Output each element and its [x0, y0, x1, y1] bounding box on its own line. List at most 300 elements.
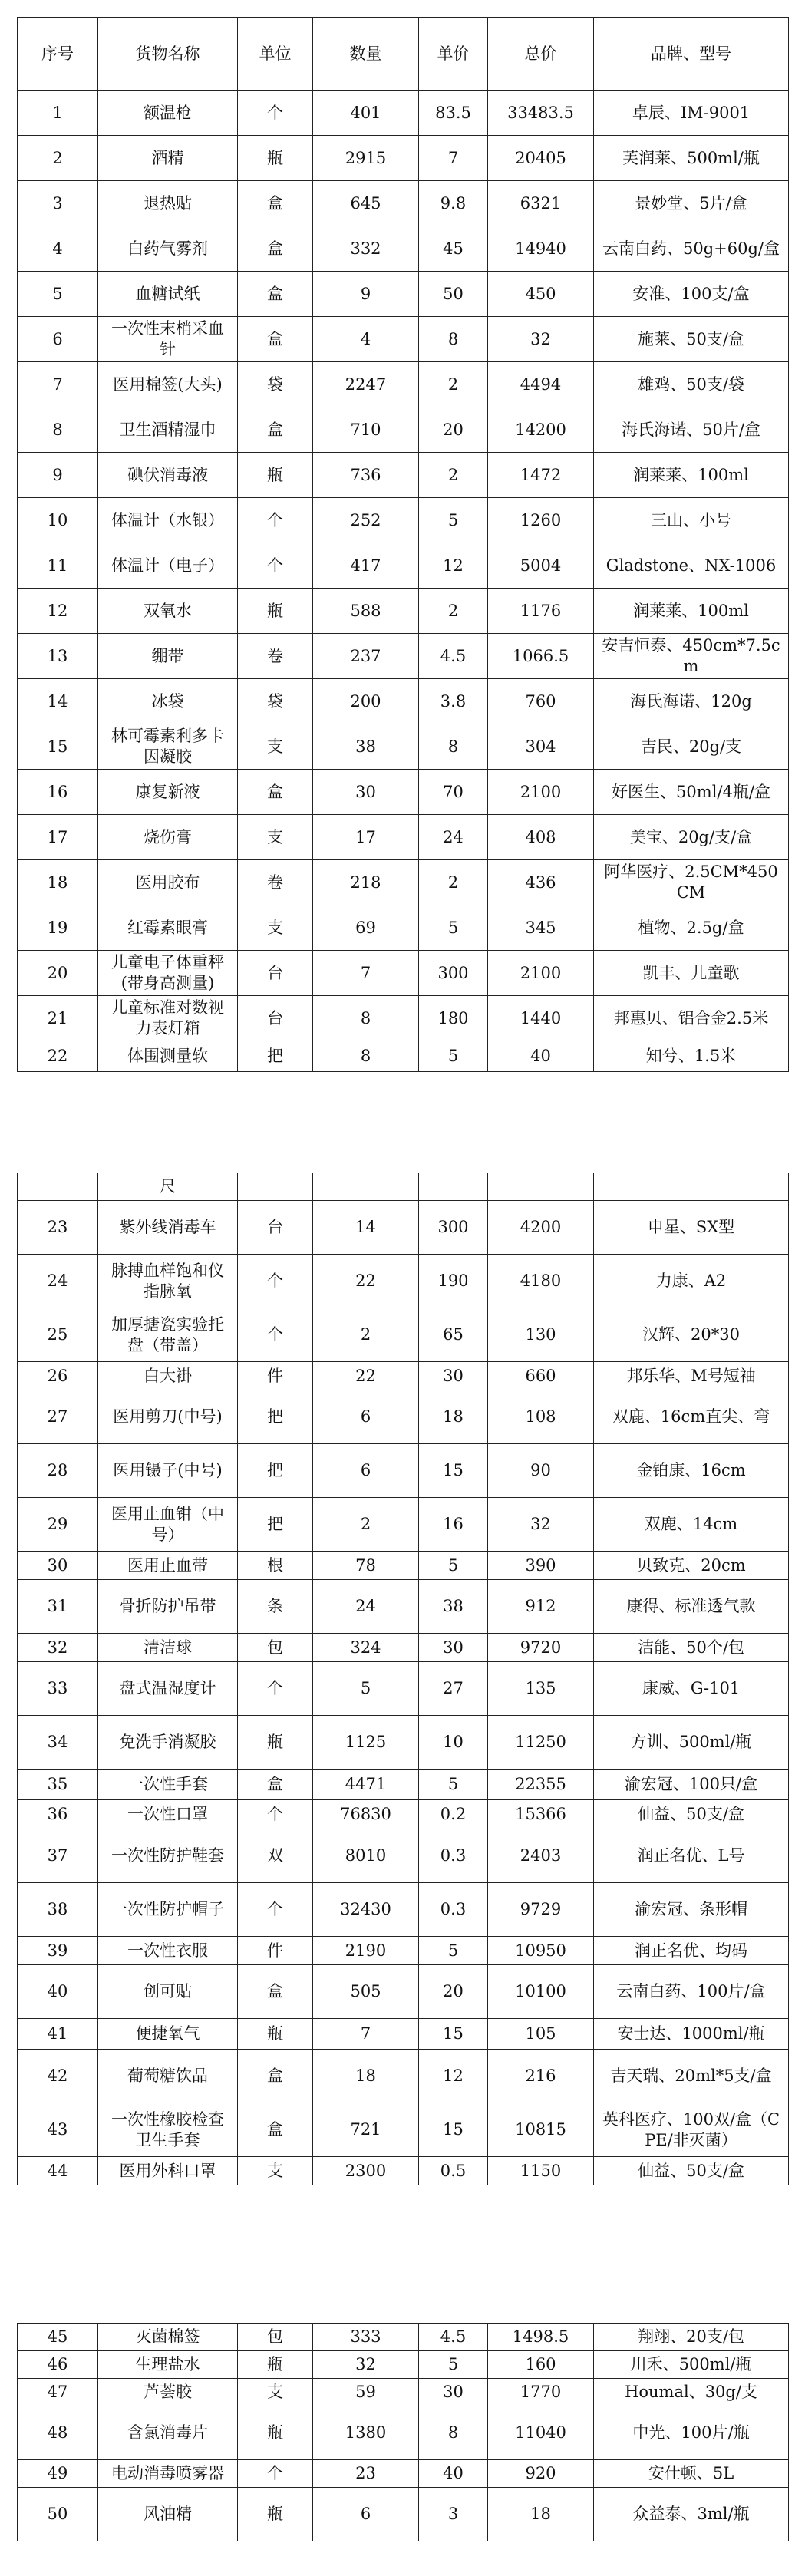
cell-quantity: 2 [313, 1308, 419, 1362]
cell-unit: 盒 [238, 1770, 313, 1800]
cell-name: 加厚搪瓷实验托盘（带盖） [98, 1308, 238, 1362]
cell-name: 一次性手套 [98, 1770, 238, 1800]
table-row [18, 2157, 789, 2185]
cell-index: 15 [18, 724, 98, 770]
table-row [18, 91, 789, 136]
cell-name: 一次性衣服 [98, 1937, 238, 1965]
cell-brand-model: 芙润莱、500ml/瓶 [594, 136, 789, 181]
cell-quantity: 9 [313, 272, 419, 317]
cell-unit-price: 20 [419, 1965, 488, 2019]
cell-total: 1440 [488, 996, 594, 1041]
cell-name: 电动消毒喷雾器 [98, 2460, 238, 2488]
cell-unit-price: 30 [419, 1634, 488, 1662]
cell-index: 16 [18, 770, 98, 815]
cell-unit-price: 0.5 [419, 2157, 488, 2185]
cell-index: 39 [18, 1937, 98, 1965]
cell-brand-model: 润正名优、均码 [594, 1937, 789, 1965]
cell-unit-price: 20 [419, 407, 488, 453]
cell-unit-price: 30 [419, 2379, 488, 2406]
cell-index: 21 [18, 996, 98, 1041]
cell-name: 一次性末梢采血针 [98, 317, 238, 362]
cell-total: 304 [488, 724, 594, 770]
cell-brand-model: 金铂康、16cm [594, 1444, 789, 1498]
table-row [18, 724, 789, 770]
table-row [18, 2324, 789, 2351]
cell-quantity: 30 [313, 770, 419, 815]
cell-name: 尺 [98, 1173, 238, 1201]
cell-total: 660 [488, 1362, 594, 1390]
cell-index: 46 [18, 2351, 98, 2379]
cell-quantity: 505 [313, 1965, 419, 2019]
cell-brand-model: 康得、标准透气款 [594, 1580, 789, 1634]
cell-quantity: 401 [313, 91, 419, 136]
cell-quantity: 2915 [313, 136, 419, 181]
cell-total: 40 [488, 1041, 594, 1072]
cell-quantity: 38 [313, 724, 419, 770]
cell-unit: 支 [238, 815, 313, 860]
cell-name: 一次性口罩 [98, 1800, 238, 1829]
cell-brand-model: 海氏海诺、50片/盒 [594, 407, 789, 453]
cell-index: 1 [18, 91, 98, 136]
cell-name: 创可贴 [98, 1965, 238, 2019]
cell-quantity: 332 [313, 226, 419, 272]
cell-name: 酒精 [98, 136, 238, 181]
cell-unit: 包 [238, 1634, 313, 1662]
cell-unit-price: 2 [419, 589, 488, 634]
cell-brand-model: 施莱、50支/盒 [594, 317, 789, 362]
cell-unit: 包 [238, 2324, 313, 2351]
cell-name: 芦荟胶 [98, 2379, 238, 2406]
cell-unit: 件 [238, 1937, 313, 1965]
cell-name: 白大褂 [98, 1362, 238, 1390]
header-name: 货物名称 [98, 18, 238, 91]
cell-unit: 瓶 [238, 1716, 313, 1770]
cell-unit: 个 [238, 91, 313, 136]
cell-total: 130 [488, 1308, 594, 1362]
cell-name: 一次性防护鞋套 [98, 1829, 238, 1883]
cell-quantity: 417 [313, 543, 419, 589]
cell-total: 22355 [488, 1770, 594, 1800]
cell-unit: 个 [238, 1800, 313, 1829]
cell-unit-price: 5 [419, 498, 488, 543]
cell-brand-model: 吉天瑞、20ml*5支/盒 [594, 2050, 789, 2103]
cell-unit: 条 [238, 1580, 313, 1634]
cell-unit-price: 24 [419, 815, 488, 860]
cell-brand-model: 中光、100片/瓶 [594, 2406, 789, 2460]
cell-unit: 瓶 [238, 136, 313, 181]
cell-quantity: 18 [313, 2050, 419, 2103]
table-row [18, 136, 789, 181]
table-row [18, 1829, 789, 1883]
cell-quantity: 8 [313, 1041, 419, 1072]
cell-unit: 个 [238, 2460, 313, 2488]
table-row [18, 634, 789, 679]
cell-index: 22 [18, 1041, 98, 1072]
cell-total: 436 [488, 860, 594, 905]
cell-name: 体温计（电子） [98, 543, 238, 589]
cell-name: 儿童标准对数视力表灯箱 [98, 996, 238, 1041]
cell-name: 医用剪刀(中号) [98, 1390, 238, 1444]
cell-name: 免洗手消凝胶 [98, 1716, 238, 1770]
cell-index: 5 [18, 272, 98, 317]
cell-brand-model: 海氏海诺、120g [594, 679, 789, 724]
cell-quantity: 24 [313, 1580, 419, 1634]
table-row [18, 679, 789, 724]
goods-table-part-2 [17, 1173, 789, 2185]
cell-quantity: 6 [313, 2488, 419, 2541]
goods-table-part-3 [17, 2323, 789, 2541]
goods-table-part-1 [17, 17, 789, 1072]
table-row [18, 1362, 789, 1390]
cell-index: 13 [18, 634, 98, 679]
cell-name: 林可霉素利多卡因凝胶 [98, 724, 238, 770]
cell-name: 医用外科口罩 [98, 2157, 238, 2185]
cell-name: 额温枪 [98, 91, 238, 136]
table-row [18, 1965, 789, 2019]
table-row [18, 1390, 789, 1444]
table-row [18, 1308, 789, 1362]
cell-total: 33483.5 [488, 91, 594, 136]
cell-quantity: 23 [313, 2460, 419, 2488]
header-brand-model: 品牌、型号 [594, 18, 789, 91]
cell-quantity: 32430 [313, 1883, 419, 1937]
cell-unit: 把 [238, 1444, 313, 1498]
cell-quantity: 200 [313, 679, 419, 724]
cell-brand-model: 川禾、500ml/瓶 [594, 2351, 789, 2379]
cell-index: 44 [18, 2157, 98, 2185]
cell-unit-price: 3 [419, 2488, 488, 2541]
cell-name: 医用棉签(大头) [98, 362, 238, 407]
cell-brand-model: 汉辉、20*30 [594, 1308, 789, 1362]
table-row [18, 2351, 789, 2379]
cell-total: 1770 [488, 2379, 594, 2406]
cell-unit: 卷 [238, 860, 313, 905]
cell-index: 50 [18, 2488, 98, 2541]
table-row [18, 1444, 789, 1498]
cell-index: 3 [18, 181, 98, 226]
cell-quantity: 17 [313, 815, 419, 860]
cell-index: 41 [18, 2019, 98, 2050]
cell-quantity: 22 [313, 1362, 419, 1390]
table-row [18, 860, 789, 905]
table-row [18, 407, 789, 453]
cell-index: 48 [18, 2406, 98, 2460]
cell-total: 5004 [488, 543, 594, 589]
cell-index: 2 [18, 136, 98, 181]
cell-unit-price: 2 [419, 453, 488, 498]
cell-name: 康复新液 [98, 770, 238, 815]
cell-brand-model: 云南白药、100片/盒 [594, 1965, 789, 2019]
cell-brand-model: 润莱莱、100ml [594, 589, 789, 634]
cell-unit-price: 7 [419, 136, 488, 181]
cell-total: 216 [488, 2050, 594, 2103]
cell-total: 408 [488, 815, 594, 860]
cell-total: 15366 [488, 1800, 594, 1829]
cell-name: 血糖试纸 [98, 272, 238, 317]
table-row [18, 543, 789, 589]
cell-name: 盘式温湿度计 [98, 1662, 238, 1716]
cell-total: 345 [488, 905, 594, 951]
cell-brand-model: 贝致克、20cm [594, 1552, 789, 1580]
cell-brand-model: 三山、小号 [594, 498, 789, 543]
cell-total: 6321 [488, 181, 594, 226]
cell-name: 医用胶布 [98, 860, 238, 905]
cell-unit: 盒 [238, 317, 313, 362]
table-row [18, 815, 789, 860]
cell-total: 135 [488, 1662, 594, 1716]
cell-quantity: 6 [313, 1444, 419, 1498]
cell-index [18, 1173, 98, 1201]
cell-brand-model: Gladstone、NX-1006 [594, 543, 789, 589]
cell-brand-model: 雄鸡、50支/袋 [594, 362, 789, 407]
cell-index: 8 [18, 407, 98, 453]
cell-brand-model: 润正名优、L号 [594, 1829, 789, 1883]
cell-unit-price: 180 [419, 996, 488, 1041]
cell-unit: 支 [238, 905, 313, 951]
cell-unit: 瓶 [238, 2488, 313, 2541]
cell-unit-price: 18 [419, 1390, 488, 1444]
cell-unit: 盒 [238, 770, 313, 815]
cell-unit: 瓶 [238, 2351, 313, 2379]
table-row [18, 905, 789, 951]
cell-index: 45 [18, 2324, 98, 2351]
table-row [18, 1662, 789, 1716]
cell-unit: 个 [238, 498, 313, 543]
cell-total: 760 [488, 679, 594, 724]
cell-index: 26 [18, 1362, 98, 1390]
cell-unit-price: 83.5 [419, 91, 488, 136]
cell-unit: 瓶 [238, 2406, 313, 2460]
cell-total: 10815 [488, 2103, 594, 2157]
cell-unit-price: 40 [419, 2460, 488, 2488]
cell-index: 23 [18, 1201, 98, 1255]
cell-index: 38 [18, 1883, 98, 1937]
table-row [18, 2019, 789, 2050]
cell-brand-model: 仙益、50支/盒 [594, 2157, 789, 2185]
cell-index: 43 [18, 2103, 98, 2157]
cell-unit-price: 15 [419, 2103, 488, 2157]
cell-total: 2403 [488, 1829, 594, 1883]
table-row [18, 2406, 789, 2460]
cell-brand-model: 卓辰、IM-9001 [594, 91, 789, 136]
cell-brand-model: 力康、A2 [594, 1255, 789, 1308]
cell-unit-price: 5 [419, 1552, 488, 1580]
cell-unit-price: 4.5 [419, 2324, 488, 2351]
table-row [18, 498, 789, 543]
cell-unit: 支 [238, 2379, 313, 2406]
table-row [18, 1770, 789, 1800]
cell-unit: 瓶 [238, 2019, 313, 2050]
cell-brand-model: 众益泰、3ml/瓶 [594, 2488, 789, 2541]
cell-name: 紫外线消毒车 [98, 1201, 238, 1255]
cell-quantity: 78 [313, 1552, 419, 1580]
cell-unit: 瓶 [238, 453, 313, 498]
cell-total: 18 [488, 2488, 594, 2541]
cell-index: 47 [18, 2379, 98, 2406]
cell-index: 49 [18, 2460, 98, 2488]
cell-total: 4494 [488, 362, 594, 407]
cell-unit: 支 [238, 2157, 313, 2185]
cell-brand-model: 吉民、20g/支 [594, 724, 789, 770]
table-row [18, 1201, 789, 1255]
cell-quantity: 645 [313, 181, 419, 226]
cell-total: 14200 [488, 407, 594, 453]
cell-unit-price: 5 [419, 905, 488, 951]
cell-total: 4200 [488, 1201, 594, 1255]
cell-unit-price: 15 [419, 1444, 488, 1498]
table-row [18, 2050, 789, 2103]
cell-total: 9720 [488, 1634, 594, 1662]
cell-unit: 盒 [238, 1965, 313, 2019]
cell-total: 10950 [488, 1937, 594, 1965]
cell-brand-model: 云南白药、50g+60g/盒 [594, 226, 789, 272]
table-row [18, 362, 789, 407]
cell-unit-price: 65 [419, 1308, 488, 1362]
table-row [18, 1498, 789, 1552]
cell-unit-price: 16 [419, 1498, 488, 1552]
cell-total: 108 [488, 1390, 594, 1444]
table-row [18, 589, 789, 634]
cell-quantity: 2247 [313, 362, 419, 407]
cell-total [488, 1173, 594, 1201]
cell-index: 29 [18, 1498, 98, 1552]
cell-quantity: 32 [313, 2351, 419, 2379]
cell-index: 34 [18, 1716, 98, 1770]
cell-index: 33 [18, 1662, 98, 1716]
cell-brand-model: 阿华医疗、2.5CM*450CM [594, 860, 789, 905]
cell-brand-model: 好医生、50ml/4瓶/盒 [594, 770, 789, 815]
cell-total: 4180 [488, 1255, 594, 1308]
cell-name: 退热贴 [98, 181, 238, 226]
cell-unit-price: 8 [419, 724, 488, 770]
cell-unit: 盒 [238, 272, 313, 317]
cell-unit: 盒 [238, 2050, 313, 2103]
cell-unit-price: 300 [419, 951, 488, 996]
cell-brand-model: Houmal、30g/支 [594, 2379, 789, 2406]
cell-index: 4 [18, 226, 98, 272]
table-row [18, 770, 789, 815]
table-row [18, 996, 789, 1041]
cell-unit: 台 [238, 951, 313, 996]
cell-unit: 双 [238, 1829, 313, 1883]
cell-unit-price: 30 [419, 1362, 488, 1390]
cell-index: 19 [18, 905, 98, 951]
cell-unit-price: 8 [419, 2406, 488, 2460]
cell-unit: 卷 [238, 634, 313, 679]
cell-brand-model: 翔翊、20支/包 [594, 2324, 789, 2351]
cell-name: 医用镊子(中号) [98, 1444, 238, 1498]
table-row [18, 181, 789, 226]
cell-quantity: 1380 [313, 2406, 419, 2460]
cell-name: 绷带 [98, 634, 238, 679]
cell-unit: 个 [238, 1255, 313, 1308]
cell-quantity: 4471 [313, 1770, 419, 1800]
cell-brand-model [594, 1173, 789, 1201]
cell-unit: 盒 [238, 407, 313, 453]
table-row [18, 2460, 789, 2488]
cell-quantity: 4 [313, 317, 419, 362]
table-row [18, 2103, 789, 2157]
cell-quantity: 8 [313, 996, 419, 1041]
cell-unit: 支 [238, 724, 313, 770]
cell-unit: 台 [238, 996, 313, 1041]
cell-quantity [313, 1173, 419, 1201]
cell-unit-price: 2 [419, 860, 488, 905]
cell-total: 1176 [488, 589, 594, 634]
table-row [18, 1716, 789, 1770]
cell-index: 37 [18, 1829, 98, 1883]
table-header [18, 18, 789, 91]
cell-unit-price: 12 [419, 543, 488, 589]
cell-index: 40 [18, 1965, 98, 2019]
cell-total: 920 [488, 2460, 594, 2488]
header-index: 序号 [18, 18, 98, 91]
cell-unit: 瓶 [238, 589, 313, 634]
cell-quantity: 14 [313, 1201, 419, 1255]
cell-index: 27 [18, 1390, 98, 1444]
cell-name: 脉搏血样饱和仪指脉氧 [98, 1255, 238, 1308]
header-total: 总价 [488, 18, 594, 91]
cell-brand-model: 洁能、50个/包 [594, 1634, 789, 1662]
cell-unit: 袋 [238, 679, 313, 724]
cell-name: 儿童电子体重秤(带身高测量) [98, 951, 238, 996]
cell-unit-price [419, 1173, 488, 1201]
cell-total: 20405 [488, 136, 594, 181]
cell-unit: 个 [238, 1883, 313, 1937]
table-row [18, 1552, 789, 1580]
table-row [18, 453, 789, 498]
cell-unit: 盒 [238, 2103, 313, 2157]
cell-total: 912 [488, 1580, 594, 1634]
cell-unit: 个 [238, 1308, 313, 1362]
cell-total: 14940 [488, 226, 594, 272]
cell-total: 1498.5 [488, 2324, 594, 2351]
cell-unit-price: 45 [419, 226, 488, 272]
cell-index: 35 [18, 1770, 98, 1800]
cell-unit-price: 300 [419, 1201, 488, 1255]
table-row [18, 951, 789, 996]
cell-unit-price: 12 [419, 2050, 488, 2103]
cell-unit: 台 [238, 1201, 313, 1255]
cell-brand-model: 润莱莱、100ml [594, 453, 789, 498]
cell-quantity: 710 [313, 407, 419, 453]
cell-name: 便捷氧气 [98, 2019, 238, 2050]
cell-total: 1260 [488, 498, 594, 543]
cell-total: 9729 [488, 1883, 594, 1937]
cell-unit-price: 10 [419, 1716, 488, 1770]
table-row [18, 226, 789, 272]
cell-brand-model: 安仕顿、5L [594, 2460, 789, 2488]
cell-brand-model: 凯丰、儿童歌 [594, 951, 789, 996]
cell-quantity: 2190 [313, 1937, 419, 1965]
cell-index: 25 [18, 1308, 98, 1362]
cell-quantity: 721 [313, 2103, 419, 2157]
cell-unit-price: 15 [419, 2019, 488, 2050]
cell-unit-price: 2 [419, 362, 488, 407]
cell-quantity: 237 [313, 634, 419, 679]
cell-unit-price: 3.8 [419, 679, 488, 724]
cell-brand-model: 渝宏冠、条形帽 [594, 1883, 789, 1937]
cell-brand-model: 安士达、1000ml/瓶 [594, 2019, 789, 2050]
cell-index: 28 [18, 1444, 98, 1498]
table-row [18, 1883, 789, 1937]
cell-quantity: 252 [313, 498, 419, 543]
cell-unit-price: 5 [419, 2351, 488, 2379]
cell-quantity: 76830 [313, 1800, 419, 1829]
cell-quantity: 736 [313, 453, 419, 498]
table-row [18, 2379, 789, 2406]
cell-unit-price: 0.3 [419, 1829, 488, 1883]
